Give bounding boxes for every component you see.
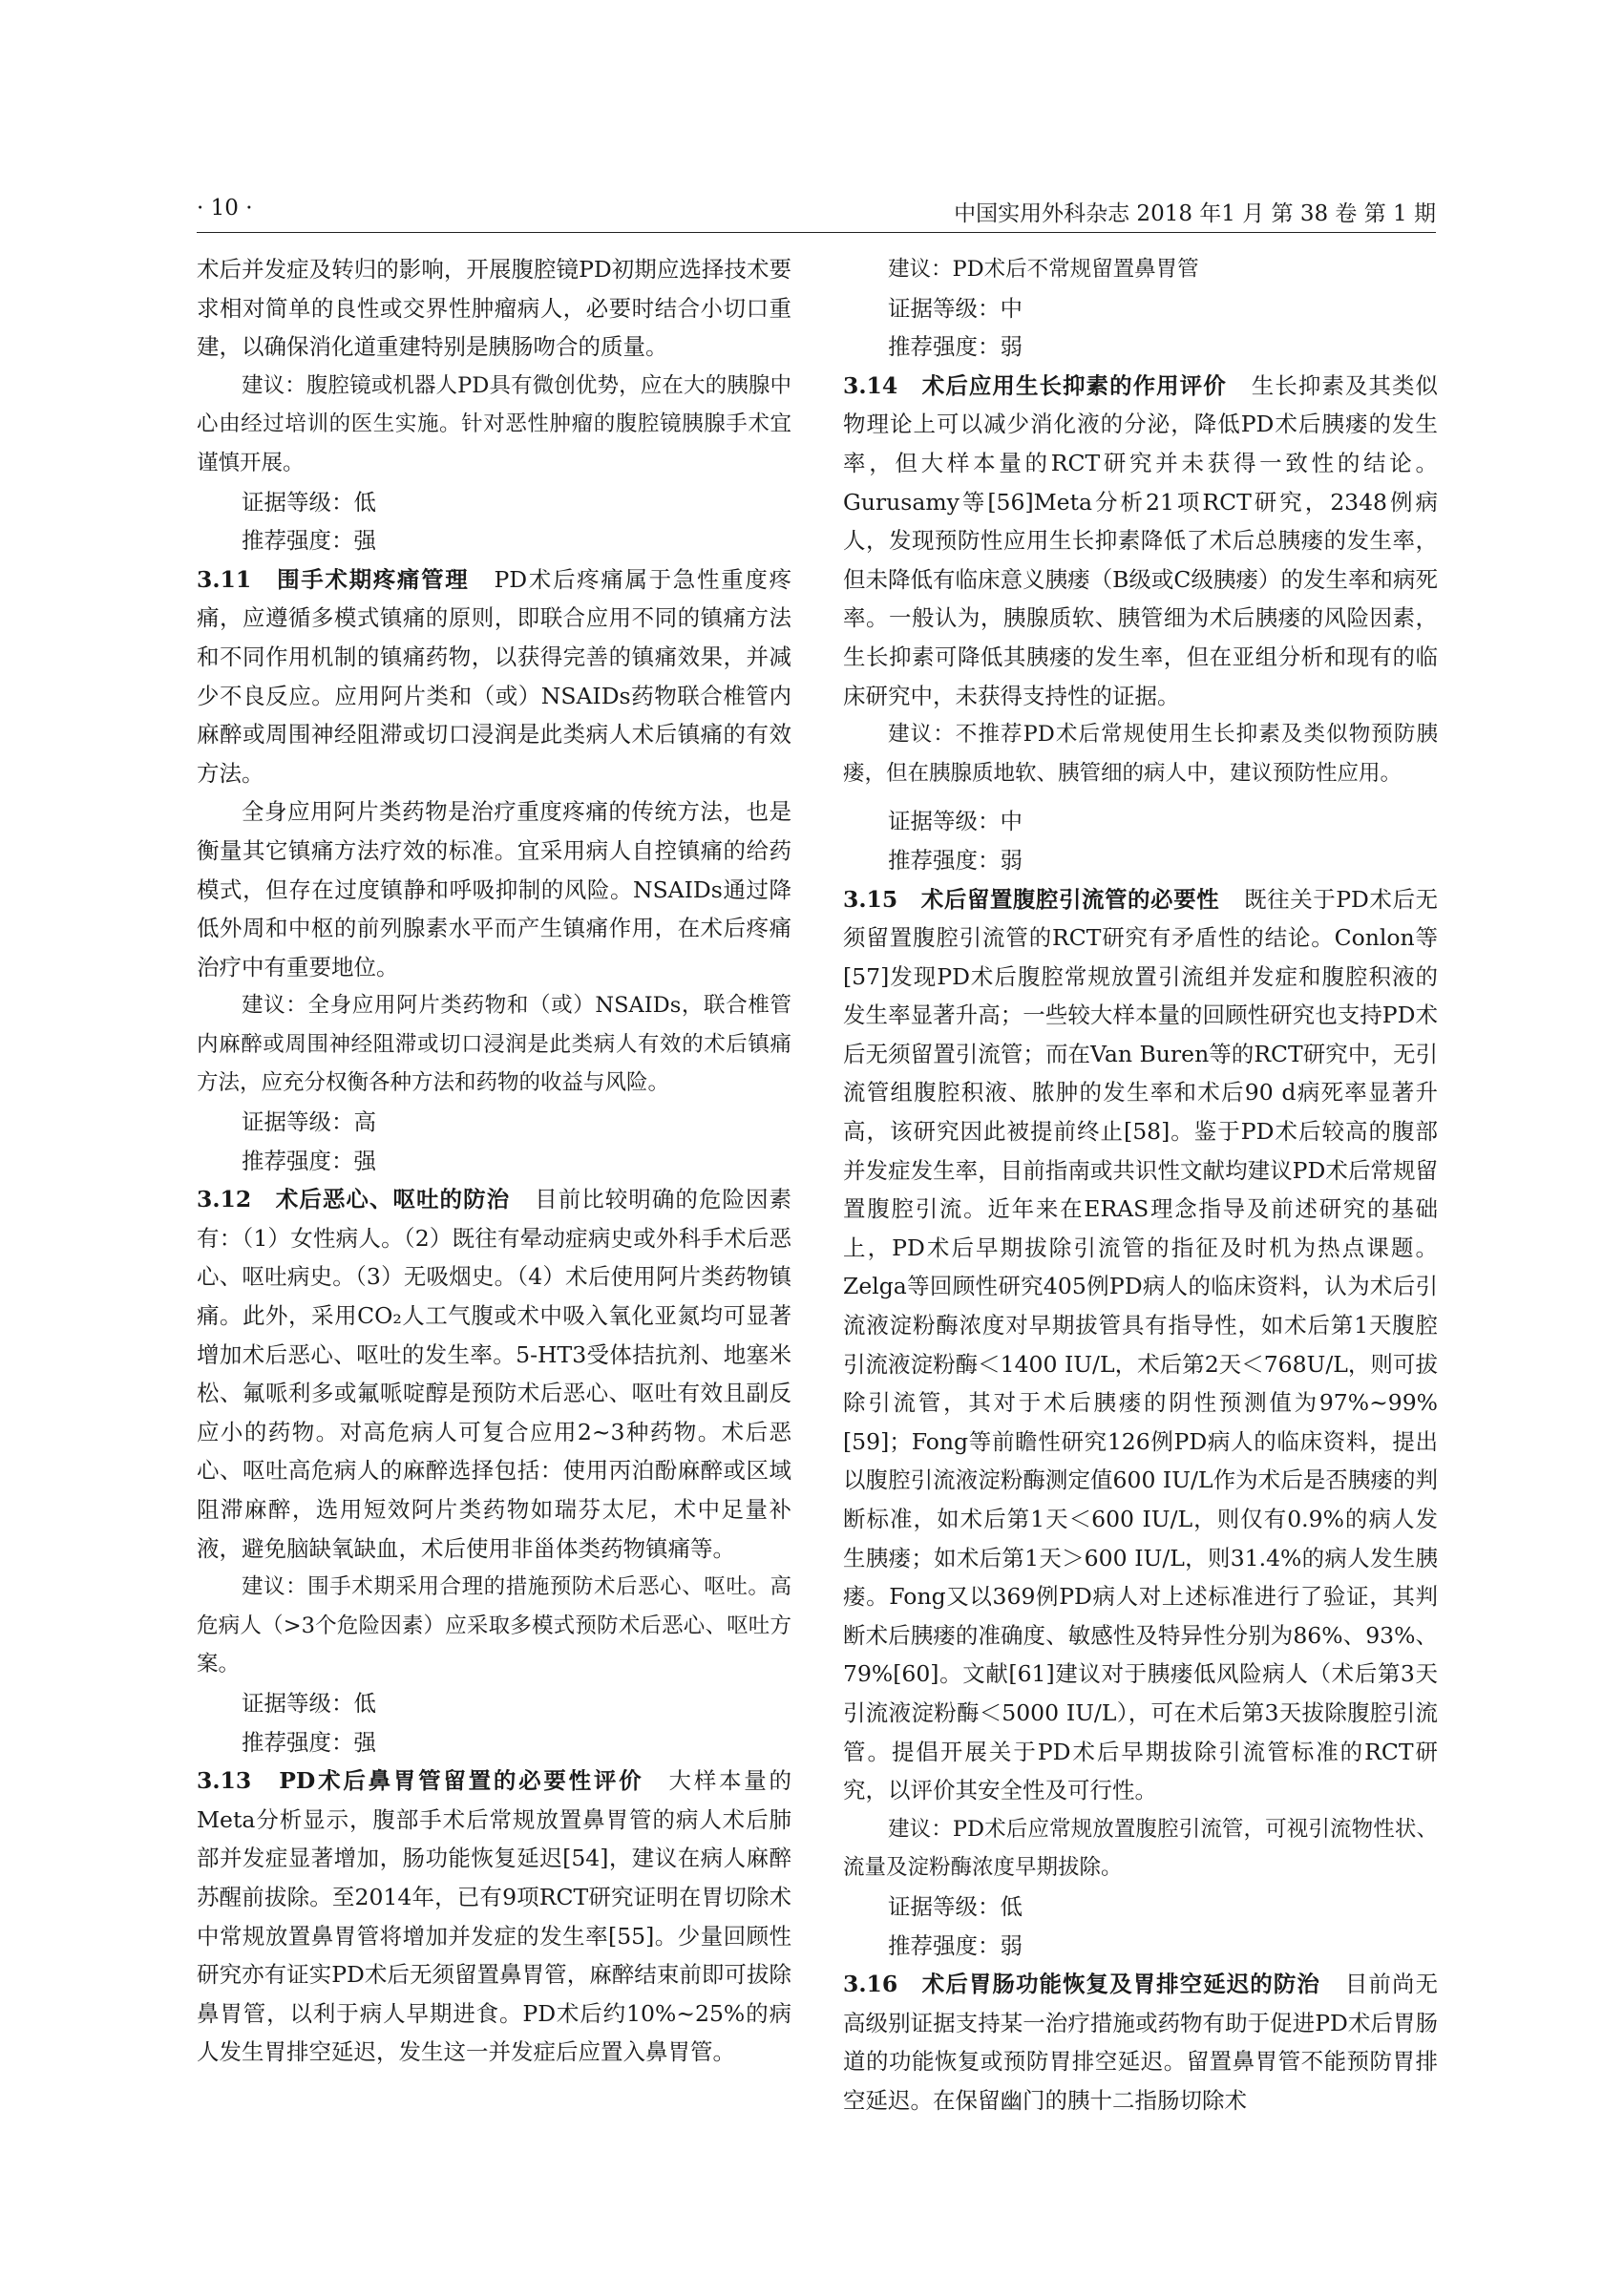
right-column — [843, 250, 1438, 2120]
paragraph-text: PD术后疼痛属于急性重度疼痛，应遵循多模式镇痛的原则，即联合应用不同的镇痛方法和不同作用机制的镇痛药物，以获得完善的镇痛效果，并减少不良反应。应用阿片类和（或）NSAIDs药物联合椎管内麻醉或周围神经阻滞或切口浸润是此类病人术后镇痛的有效方法。 — [197, 565, 791, 787]
paragraph-text: 证据等级：低 — [242, 1689, 376, 1717]
paragraph-text: 术后并发症及转归的影响，开展腹腔镜PD初期应选择技术要求相对简单的良性或交界性肿瘤病人，必要时结合小切口重建，以确保消化道重建特别是胰肠吻合的质量。 — [197, 256, 791, 361]
paragraph-text: 证据等级：低 — [242, 488, 376, 516]
paragraph — [843, 327, 1438, 367]
section-paragraph — [843, 880, 1438, 1810]
paragraph — [197, 986, 791, 1103]
paragraph — [843, 1927, 1438, 1966]
paragraph-text: 推荐强度：弱 — [888, 846, 1023, 874]
paragraph — [197, 1723, 791, 1762]
section-paragraph — [843, 367, 1438, 715]
paragraph-text: 建议：全身应用阿片类药物和（或）NSAIDs，联合椎管内麻醉或周围神经阻滞或切口浸润是此类病人有效的术后镇痛方法，应充分权衡各种方法和药物的收益与风险。 — [197, 993, 791, 1096]
page-number: · 10 · — [197, 196, 253, 221]
paragraph — [843, 1888, 1438, 1927]
paragraph — [197, 483, 791, 522]
paragraph-text: 生长抑素及其类似物理论上可以减少消化液的分泌，降低PD术后胰瘘的发生率，但大样本量的RCT研究并未获得一致性的结论。Gurusamy等[56]Meta分析21项RCT研究，2348例病人，发现预防性应用生长抑素降低了术后总胰瘘的发生率，但未降低有临床意义胰瘘（B级或C级胰瘘）的发生率和病死率。一般认为，胰腺质软、胰管细为术后胰瘘的风险因素，生长抑素可降低其胰瘘的发生率，但在亚组分析和现有的临床研究中，未获得支持性的证据。 — [843, 371, 1438, 709]
paragraph — [197, 1103, 791, 1142]
paragraph — [843, 802, 1438, 841]
section-heading: 3.15 术后留置腹腔引流管的必要性 — [843, 885, 1220, 913]
paragraph-text: 证据等级：中 — [888, 808, 1023, 835]
paragraph-text: 建议：围手术期采用合理的措施预防术后恶心、呕吐。高危病人（>3个危险因素）应采取多模式预防术后恶心、呕吐方案。 — [197, 1574, 791, 1677]
paragraph — [843, 250, 1438, 289]
paragraph-text: 证据等级：中 — [888, 294, 1023, 322]
paragraph-text: 建议：PD术后应常规放置腹腔引流管，可视引流物性状、流量及淀粉酶浓度早期拔除。 — [843, 1816, 1438, 1881]
paragraph — [197, 792, 791, 986]
paragraph-text: 证据等级：高 — [242, 1108, 376, 1136]
paragraph — [197, 1568, 791, 1684]
paragraph-text: 推荐强度：强 — [242, 527, 376, 555]
paragraph-text: 建议：PD术后不常规留置鼻胃管 — [888, 257, 1199, 282]
paragraph — [197, 1684, 791, 1723]
paragraph-text: 全身应用阿片类药物是治疗重度疼痛的传统方法，也是衡量其它镇痛方法疗效的标准。宜采用病人自控镇痛的给药模式，但存在过度镇静和呼吸抑制的风险。NSAIDs通过降低外周和中枢的前列腺素水平而产生镇痛作用，在术后疼痛治疗中有重要地位。 — [197, 798, 791, 981]
section-heading: 3.16 术后胃肠功能恢复及胃排空延迟的防治 — [843, 1971, 1320, 1998]
paragraph — [197, 367, 791, 483]
paragraph — [843, 1810, 1438, 1888]
paragraph-text: 推荐强度：强 — [242, 1147, 376, 1174]
section-heading: 3.12 术后恶心、呕吐的防治 — [197, 1186, 511, 1213]
paragraph-text: 既往关于PD术后无须留置腹腔引流管的RCT研究有矛盾性的结论。Conlon等[57]发现PD术后腹腔常规放置引流组并发症和腹腔积液的发生率显著升高；一些较大样本量的回顾性研究也支持PD术后无须留置引流管；而在Van Buren等的RCT研究中，无引流管组腹腔积液、脓肿的发生率和术后90 d病死率显著升高，该研究因此被提前终止[58]。鉴于PD术后较高的腹部并发症发生率，目前指南或共识性文献均建议PD术后常规留置腹腔引流。近年来在ERAS理念指导及前述研究的基础上，PD术后早期拔除引流管的指征及时机为热点课题。Zelga等回顾性研究405例PD病人的临床资料，认为术后引流液淀粉酶浓度对早期拔管具有指导性，如术后第1天腹腔引流液淀粉酶＜1400 IU/L，术后第2天＜768U/L，则可拔除引流管，其对于术后胰瘘的阴性预测值为97%~99%[59]；Fong等前瞻性研究126例PD病人的临床资料，提出以腹腔引流液淀粉酶测定值600 IU/L作为术后是否胰瘘的判断标准，如术后第1天＜600 IU/L，则仅有0.9%的病人发生胰瘘；如术后第1天＞600 IU/L，则31.4%的病人发生胰瘘。Fong又以369例PD病人对上述标准进行了验证，其判断术后胰瘘的准确度、敏感性及特异性分别为86%、93%、79%[60]。文献[61]建议对于胰瘘低风险病人（术后第3天引流液淀粉酶＜5000 IU/L），可在术后第3天拔除腹腔引流管。提倡开展关于PD术后早期拔除引流管标准的RCT研究，以评价其安全性及可行性。 — [843, 885, 1438, 1804]
paragraph-text: 大样本量的Meta分析显示，腹部手术后常规放置鼻胃管的病人术后肺部并发症显著增加，肠功能恢复延迟[54]，建议在病人麻醉苏醒前拔除。至2014年，已有9项RCT研究证明在胃切除术中常规放置鼻胃管将增加并发症的发生率[55]。少量回顾性研究亦有证实PD术后无须留置鼻胃管，麻醉结束前即可拔除鼻胃管，以利于病人早期进食。PD术后约10%~25%的病人发生胃排空延迟，发生这一并发症后应置入鼻胃管。 — [197, 1767, 791, 2066]
paragraph — [843, 289, 1438, 328]
section-paragraph — [843, 1965, 1438, 2120]
section-heading: 3.13 PD术后鼻胃管留置的必要性评价 — [197, 1767, 644, 1795]
paragraph — [197, 521, 791, 560]
paragraph-text: 推荐强度：弱 — [888, 333, 1023, 361]
running-header — [197, 194, 1436, 233]
journal-citation: 中国实用外科杂志 2018 年1 月 第 38 卷 第 1 期 — [954, 201, 1436, 226]
paragraph-text: 推荐强度：弱 — [888, 1931, 1023, 1959]
paragraph-text: 目前比较明确的危险因素有：（1）女性病人。（2）既往有晕动症病史或外科手术后恶心、呕吐病史。（3）无吸烟史。（4）术后使用阿片类药物镇痛。此外，采用CO₂人工气腹或术中吸入氧化亚氮均可显著增加术后恶心、呕吐的发生率。5-HT3受体拮抗剂、地塞米松、氟哌利多或氟哌啶醇是预防术后恶心、呕吐有效且副反应小的药物。对高危病人可复合应用2~3种药物。术后恶心、呕吐高危病人的麻醉选择包括：使用丙泊酚麻醉或区域阻滞麻醉，选用短效阿片类药物如瑞芬太尼，术中足量补液，避免脑缺氧缺血，术后使用非甾体类药物镇痛等。 — [197, 1186, 791, 1562]
paragraph — [197, 1142, 791, 1181]
left-column — [197, 250, 791, 2072]
paragraph — [197, 250, 791, 367]
paragraph-text: 证据等级：低 — [888, 1892, 1023, 1920]
section-paragraph — [197, 1761, 791, 2072]
paragraph-text: 建议：腹腔镜或机器人PD具有微创优势，应在大的胰腺中心由经过培训的医生实施。针对恶性肿瘤的腹腔镜胰腺手术宜谨慎开展。 — [197, 372, 791, 475]
paragraph-text: 推荐强度：强 — [242, 1728, 376, 1756]
section-heading: 3.14 术后应用生长抑素的作用评价 — [843, 371, 1227, 399]
section-paragraph — [197, 1180, 791, 1568]
paragraph — [843, 715, 1438, 792]
paragraph-text: 建议：不推荐PD术后常规使用生长抑素及类似物预防胰瘘，但在胰腺质地软、胰管细的病人中，建议预防性应用。 — [843, 722, 1438, 786]
section-paragraph — [197, 560, 791, 793]
paragraph — [843, 841, 1438, 880]
paragraph-text: 目前尚无高级别证据支持某一治疗措施或药物有助于促进PD术后胃肠道的功能恢复或预防胃排空延迟。留置鼻胃管不能预防胃排空延迟。在保留幽门的胰十二指肠切除术 — [843, 1971, 1438, 2114]
section-heading: 3.11 围手术期疼痛管理 — [197, 565, 470, 593]
